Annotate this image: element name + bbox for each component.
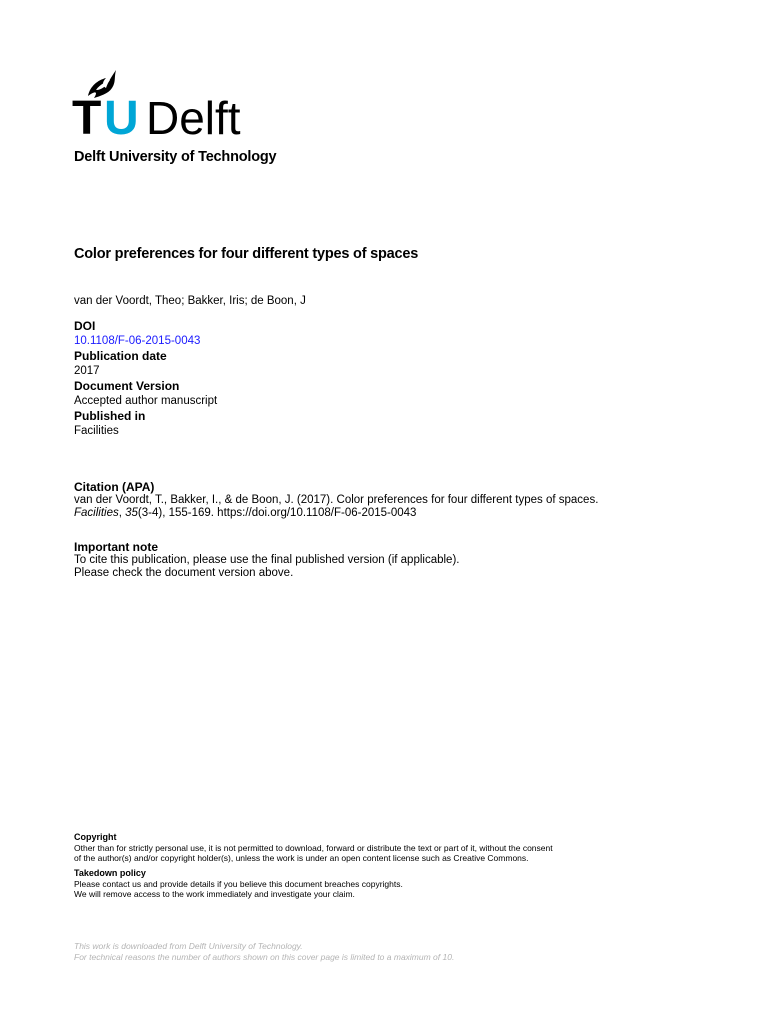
doi-link[interactable]: 10.1108/F-06-2015-0043 [74,335,201,347]
copyright-line-1: Other than for strictly personal use, it is not permitted to download, forward or distribute the text or part of it, without the consent [74,842,553,853]
citation-rest: (3-4), 155-169. https://doi.org/10.1108/F-06-2015-0043 [137,507,417,519]
citation-volume: 35 [125,507,138,519]
university-name: Delft University of Technology [74,149,277,165]
published-in-value: Facilities [74,425,119,437]
takedown-line-2: We will remove access to the work immediately and investigate your claim. [74,888,355,899]
footer-note [74,941,714,962]
takedown-label: Takedown policy [74,868,146,878]
citation-label: Citation (APA) [74,480,155,494]
footer-line-2: For technical reasons the number of authors shown on this cover page is limited to a maximum of 10. [74,951,455,962]
citation-block [74,480,714,520]
doi-label: DOI [74,319,96,333]
citation-line-2 [74,507,714,520]
logo-delft: Delft [146,92,241,138]
copyright-label: Copyright [74,832,117,842]
note-line-2: Please check the document version above. [74,567,294,579]
published-in-label: Published in [74,409,146,423]
citation-journal: Facilities [74,507,119,519]
logo-u: U [104,92,139,138]
tu-delft-logo [72,66,262,138]
important-note-block [74,541,714,580]
version-value: Accepted author manuscript [74,395,218,407]
pubdate-value: 2017 [74,365,100,377]
copyright-line-2: of the author(s) and/or copyright holder(s), unless the work is under an open content license such as Creative Commons. [74,852,529,863]
logo-t: T [72,92,102,138]
version-label: Document Version [74,379,180,393]
author-list: van der Voordt, Theo; Bakker, Iris; de Boon, J [74,295,306,307]
note-line-1: To cite this publication, please use the final published version (if applicable). [74,554,460,566]
takedown-block [74,868,714,899]
copyright-block [74,832,714,863]
pubdate-label: Publication date [74,349,167,363]
citation-line-1: van der Voordt, T., Bakker, I., & de Boon, J. (2017). Color preferences for four different types of spaces. [74,494,599,506]
footer-line-1: This work is downloaded from Delft University of Technology. [74,941,303,951]
takedown-line-1: Please contact us and provide details if you believe this document breaches copyrights. [74,878,403,889]
citation-sep: , [118,507,126,519]
flame-logo-icon [72,66,262,138]
publication-title: Color preferences for four different types of spaces [74,246,419,262]
note-label: Important note [74,540,158,554]
metadata-block [74,319,674,439]
